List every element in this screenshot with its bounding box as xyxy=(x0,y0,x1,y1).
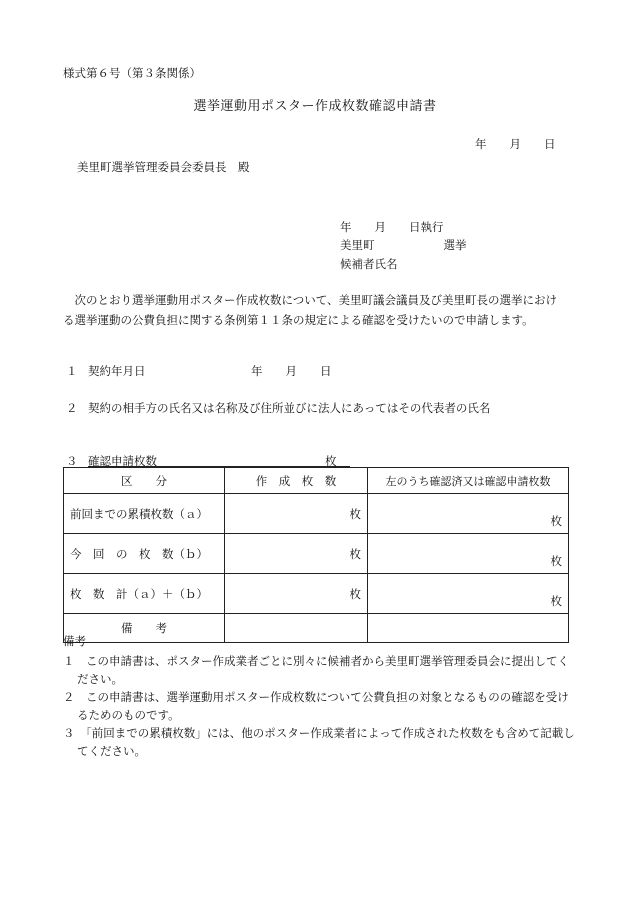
note-item xyxy=(63,724,579,760)
document-title: 選挙運動用ポスター作成枚数確認申請書 xyxy=(193,99,437,114)
item1-date: 年 月 日 xyxy=(251,364,332,378)
form-number: 様式第６号（第３条関係） xyxy=(63,66,201,80)
count-cell[interactable]: 枚 xyxy=(225,534,368,574)
body-paragraph: 次のとおり選挙運動用ポスター作成枚数について、美里町議会議員及び美里町長の選挙における選挙運動の公費負担に関する条例第１１条の規定による確認を受けたいので申請します。 xyxy=(63,293,558,327)
table-row xyxy=(64,574,569,614)
row-label: 枚 数 計（ａ）＋（ｂ） xyxy=(64,574,225,614)
confirm-cell[interactable]: 枚 xyxy=(368,574,569,614)
item3-label: 確認申請枚数 xyxy=(88,454,157,468)
note-text: この申請書は、選挙運動用ポスター作成枚数について公費負担の対象となるものの確認を受けるためのものです。 xyxy=(77,690,569,722)
note-text: この申請書は、ポスター作成業者ごとに別々に候補者から美里町選挙管理委員会に提出してください。 xyxy=(77,654,569,686)
note-text: 「前回までの累積枚数」には、他のポスター作成業者によって作成された枚数をも含めて記載してください。 xyxy=(77,726,575,758)
header-category: 区 分 xyxy=(64,468,225,494)
item2-label: 契約の相手方の氏名又は名称及び住所並びに法人にあってはその代表者の氏名 xyxy=(88,401,491,415)
item3-number: ３ xyxy=(66,454,78,468)
candidate-name-label: 候補者氏名 xyxy=(340,257,398,271)
election-date: 年 月 日執行 xyxy=(340,220,444,234)
table-row xyxy=(64,614,569,643)
note-item xyxy=(63,652,579,688)
count-cell[interactable]: 枚 xyxy=(225,574,368,614)
remarks-cell[interactable] xyxy=(225,614,368,643)
confirm-cell[interactable]: 枚 xyxy=(368,534,569,574)
item1-number: １ xyxy=(66,364,78,378)
remarks-cell[interactable] xyxy=(368,614,569,643)
header-confirmed-count: 左のうち確認済又は確認申請枚数 xyxy=(368,468,569,494)
confirm-cell[interactable]: 枚 xyxy=(368,494,569,534)
header-created-count: 作 成 枚 数 xyxy=(225,468,368,494)
addressee: 美里町選挙管理委員会委員長 殿 xyxy=(77,160,250,174)
table-row xyxy=(64,534,569,574)
table-header-row xyxy=(64,468,569,494)
date-line: 年 月 日 xyxy=(475,137,556,151)
item1-label: 契約年月日 xyxy=(88,364,146,378)
application-table xyxy=(63,467,569,643)
count-cell[interactable]: 枚 xyxy=(225,494,368,534)
item2-number: ２ xyxy=(66,401,78,415)
row-label: 備 考 xyxy=(64,614,225,643)
item3-unit: 枚 xyxy=(325,454,337,468)
note-item xyxy=(63,688,579,724)
notes-title: 備考 xyxy=(63,634,86,648)
table-row xyxy=(64,494,569,534)
election-name: 美里町 選挙 xyxy=(340,238,467,252)
note-number: ２ xyxy=(63,690,75,704)
row-label: 前回までの累積枚数（ａ） xyxy=(64,494,225,534)
row-label: 今 回 の 枚 数（ｂ） xyxy=(64,534,225,574)
note-number: ３ xyxy=(63,726,75,740)
note-number: １ xyxy=(63,654,75,668)
